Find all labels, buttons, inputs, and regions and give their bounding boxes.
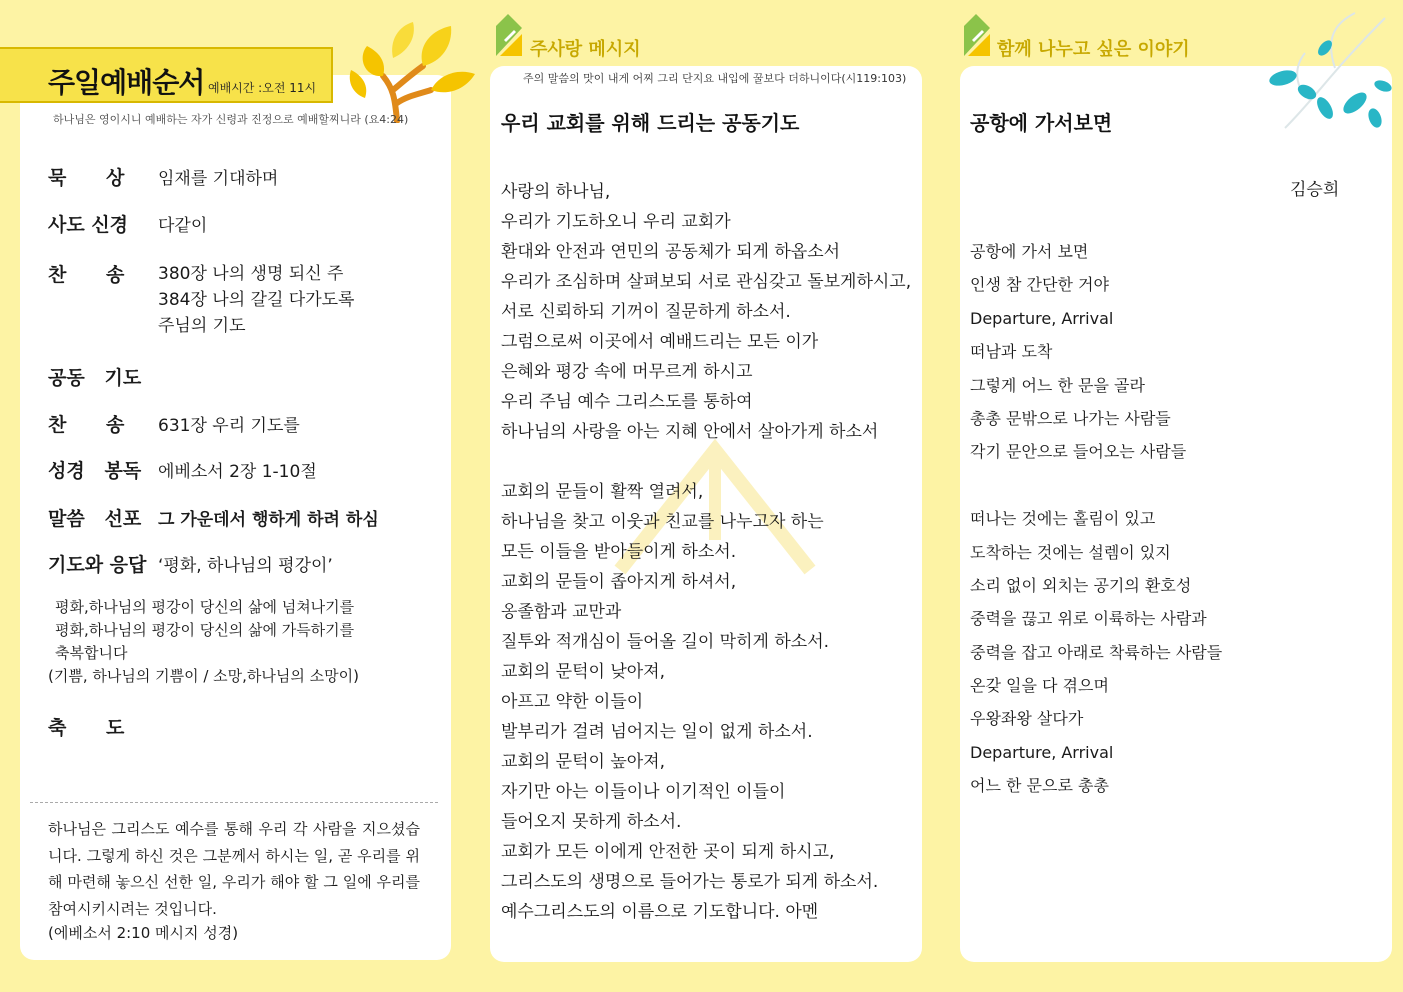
prayer-line: 우리가 조심하며 살펴보되 서로 관심갖고 돌보게하시고, [501,272,912,292]
poem-line: 중력을 잡고 아래로 착륙하는 사람들 [970,642,1223,662]
order-row-meditation: 묵 상 임재를 기대하며 [48,167,279,189]
prayer-line: 예수그리스도의 이름으로 기도합니다. 아멘 [501,902,819,922]
order-row-scripture: 성경 봉독 에베소서 2장 1-10절 [48,460,317,482]
poem-line: 인생 참 간단한 거야 [970,275,1109,295]
response-line: 축복합니다 [55,644,128,662]
hymn-list [158,261,354,339]
prayer-line: 옹졸함과 교만과 [501,602,622,622]
prayer-line: 그리스도의 생명으로 들어가는 통로가 되게 하소서. [501,872,879,892]
poem-line: 각기 문안으로 들어오는 사람들 [970,442,1187,462]
response-line: (기쁨, 하나님의 기쁨이 / 소망,하나님의 소망이) [48,667,359,685]
poem-line: 총총 문밖으로 나가는 사람들 [970,408,1171,428]
story-author: 김승희 [1290,180,1340,200]
poem-line: Departure, Arrival [970,308,1114,328]
prayer-line: 교회의 문턱이 낮아져, [501,662,666,682]
prayer-line: 하나님을 찾고 이웃과 친교를 나누고자 하는 [501,512,824,532]
prayer-line: 질투와 적개심이 들어올 길이 막히게 하소서. [501,632,830,652]
closing-text: 하나님은 그리스도 예수를 통해 우리 각 사람을 지으셨습니다. 그렇게 하신 것은 그분께서 하시는 일, 곧 우리를 위해 마련해 놓으신 선한 일, 우리가 해야 할 그 일에 우리를 참여시키시려는 것입니다. [48,820,420,918]
prayer-line: 우리 주님 예수 그리스도를 통하여 [501,392,753,412]
prayer-line: 사랑의 하나님, [501,182,611,202]
prayer-line: 자기만 아는 이들이나 이기적인 이들이 [501,782,786,802]
prayer-line: 교회가 모든 이에게 안전한 곳이 되게 하시고, [501,842,835,862]
poem-lines [970,235,1222,803]
prayer-line [501,447,911,477]
order-row-hymn: 찬 송 [48,264,125,286]
message-heading: 우리 교회를 위해 드리는 공동기도 [501,111,800,135]
prayer-line: 환대와 안전과 연민의 공동체가 되게 하옵소서 [501,242,841,262]
order-row-hymn-2: 찬 송 631장 우리 기도를 [48,414,300,436]
order-row-sermon: 말씀 선포 그 가운데서 행하게 하려 하심 [48,508,379,530]
closing-reference: (에베소서 2:10 메시지 성경) [48,924,239,942]
response-line: 평화,하나님의 평강이 당신의 삶에 넘쳐나기를 [55,598,355,616]
poem-line: 우왕좌왕 살다가 [970,709,1084,729]
poem-line: 중력을 끊고 위로 이륙하는 사람과 [970,609,1207,629]
order-row-creed: 사도 신경 다같이 [48,214,208,236]
hymn-line: 주님의 기도 [158,316,246,336]
response-line: 평화,하나님의 평강이 당신의 삶에 가득하기를 [55,621,355,639]
prayer-line: 모든 이들을 받아들이게 하소서. [501,542,737,562]
order-row-benediction: 축 도 [48,717,125,739]
section-mark-icon [960,12,996,58]
poem-line: 온갖 일을 다 겪으며 [970,676,1109,696]
prayer-line: 우리가 기도하오니 우리 교회가 [501,212,731,232]
service-time: 예배시간 :오전 11시 [208,81,317,95]
section-mark-icon [492,12,528,58]
story-section-label: 함께 나누고 싶은 이야기 [997,39,1190,60]
poem-line: Departure, Arrival [970,742,1114,762]
prayer-line: 하나님의 사랑을 아는 지혜 안에서 살아가게 하소서 [501,422,879,442]
prayer-line: 서로 신뢰하되 기꺼이 질문하게 하소서. [501,302,791,322]
story-heading: 공항에 가서보면 [970,111,1113,135]
poem-line: 소리 없이 외치는 공기의 환호성 [970,575,1192,595]
tree-icon [335,18,485,123]
prayer-line: 그럼으로써 이곳에서 예배드리는 모든 이가 [501,332,819,352]
poem-line: 떠남과 도착 [970,342,1053,362]
prayer-line: 교회의 문턱이 높아져, [501,752,666,772]
prayer-line: 들어오지 못하게 하소서. [501,812,682,832]
page-title: 주일예배순서 [48,66,205,99]
poem-line: 공항에 가서 보면 [970,242,1089,261]
prayer-lines [501,177,911,927]
prayer-line: 교회의 문들이 활짝 열려서, [501,482,704,502]
poem-line: 어느 한 문으로 총총 [970,776,1109,796]
message-verse: 주의 말씀의 맛이 내게 어찌 그리 단지요 내입에 꿀보다 더하니이다(시119:103) [523,72,907,85]
poem-line: 도착하는 것에는 설렘이 있지 [970,542,1171,562]
order-row-response: 기도와 응답 ‘평화, 하나님의 평강이’ [48,554,333,576]
hymn-line: 384장 나의 갈길 다가도록 [158,290,355,310]
prayer-line: 교회의 문들이 좁아지게 하셔서, [501,572,737,592]
hymn-line: 380장 나의 생명 되신 주 [158,264,344,284]
leaf-branch-icon [1265,8,1400,138]
poem-line [970,469,1222,502]
response-list [48,596,359,688]
prayer-line: 발부리가 걸려 넘어지는 일이 없게 하소서. [501,722,813,742]
message-section-label: 주사랑 메시지 [530,39,641,60]
prayer-line: 은혜와 평강 속에 머무르게 하시고 [501,362,753,382]
poem-line: 그렇게 어느 한 문을 골라 [970,375,1145,395]
prayer-line: 아프고 약한 이들이 [501,692,644,712]
divider [30,802,438,803]
order-subtitle: 하나님은 영이시니 예배하는 자가 신령과 진정으로 예배할찌니라 (요4:24) [53,113,409,126]
poem-line: 떠나는 것에는 홀림이 있고 [970,509,1156,529]
order-row-common-prayer: 공동 기도 [48,367,142,389]
